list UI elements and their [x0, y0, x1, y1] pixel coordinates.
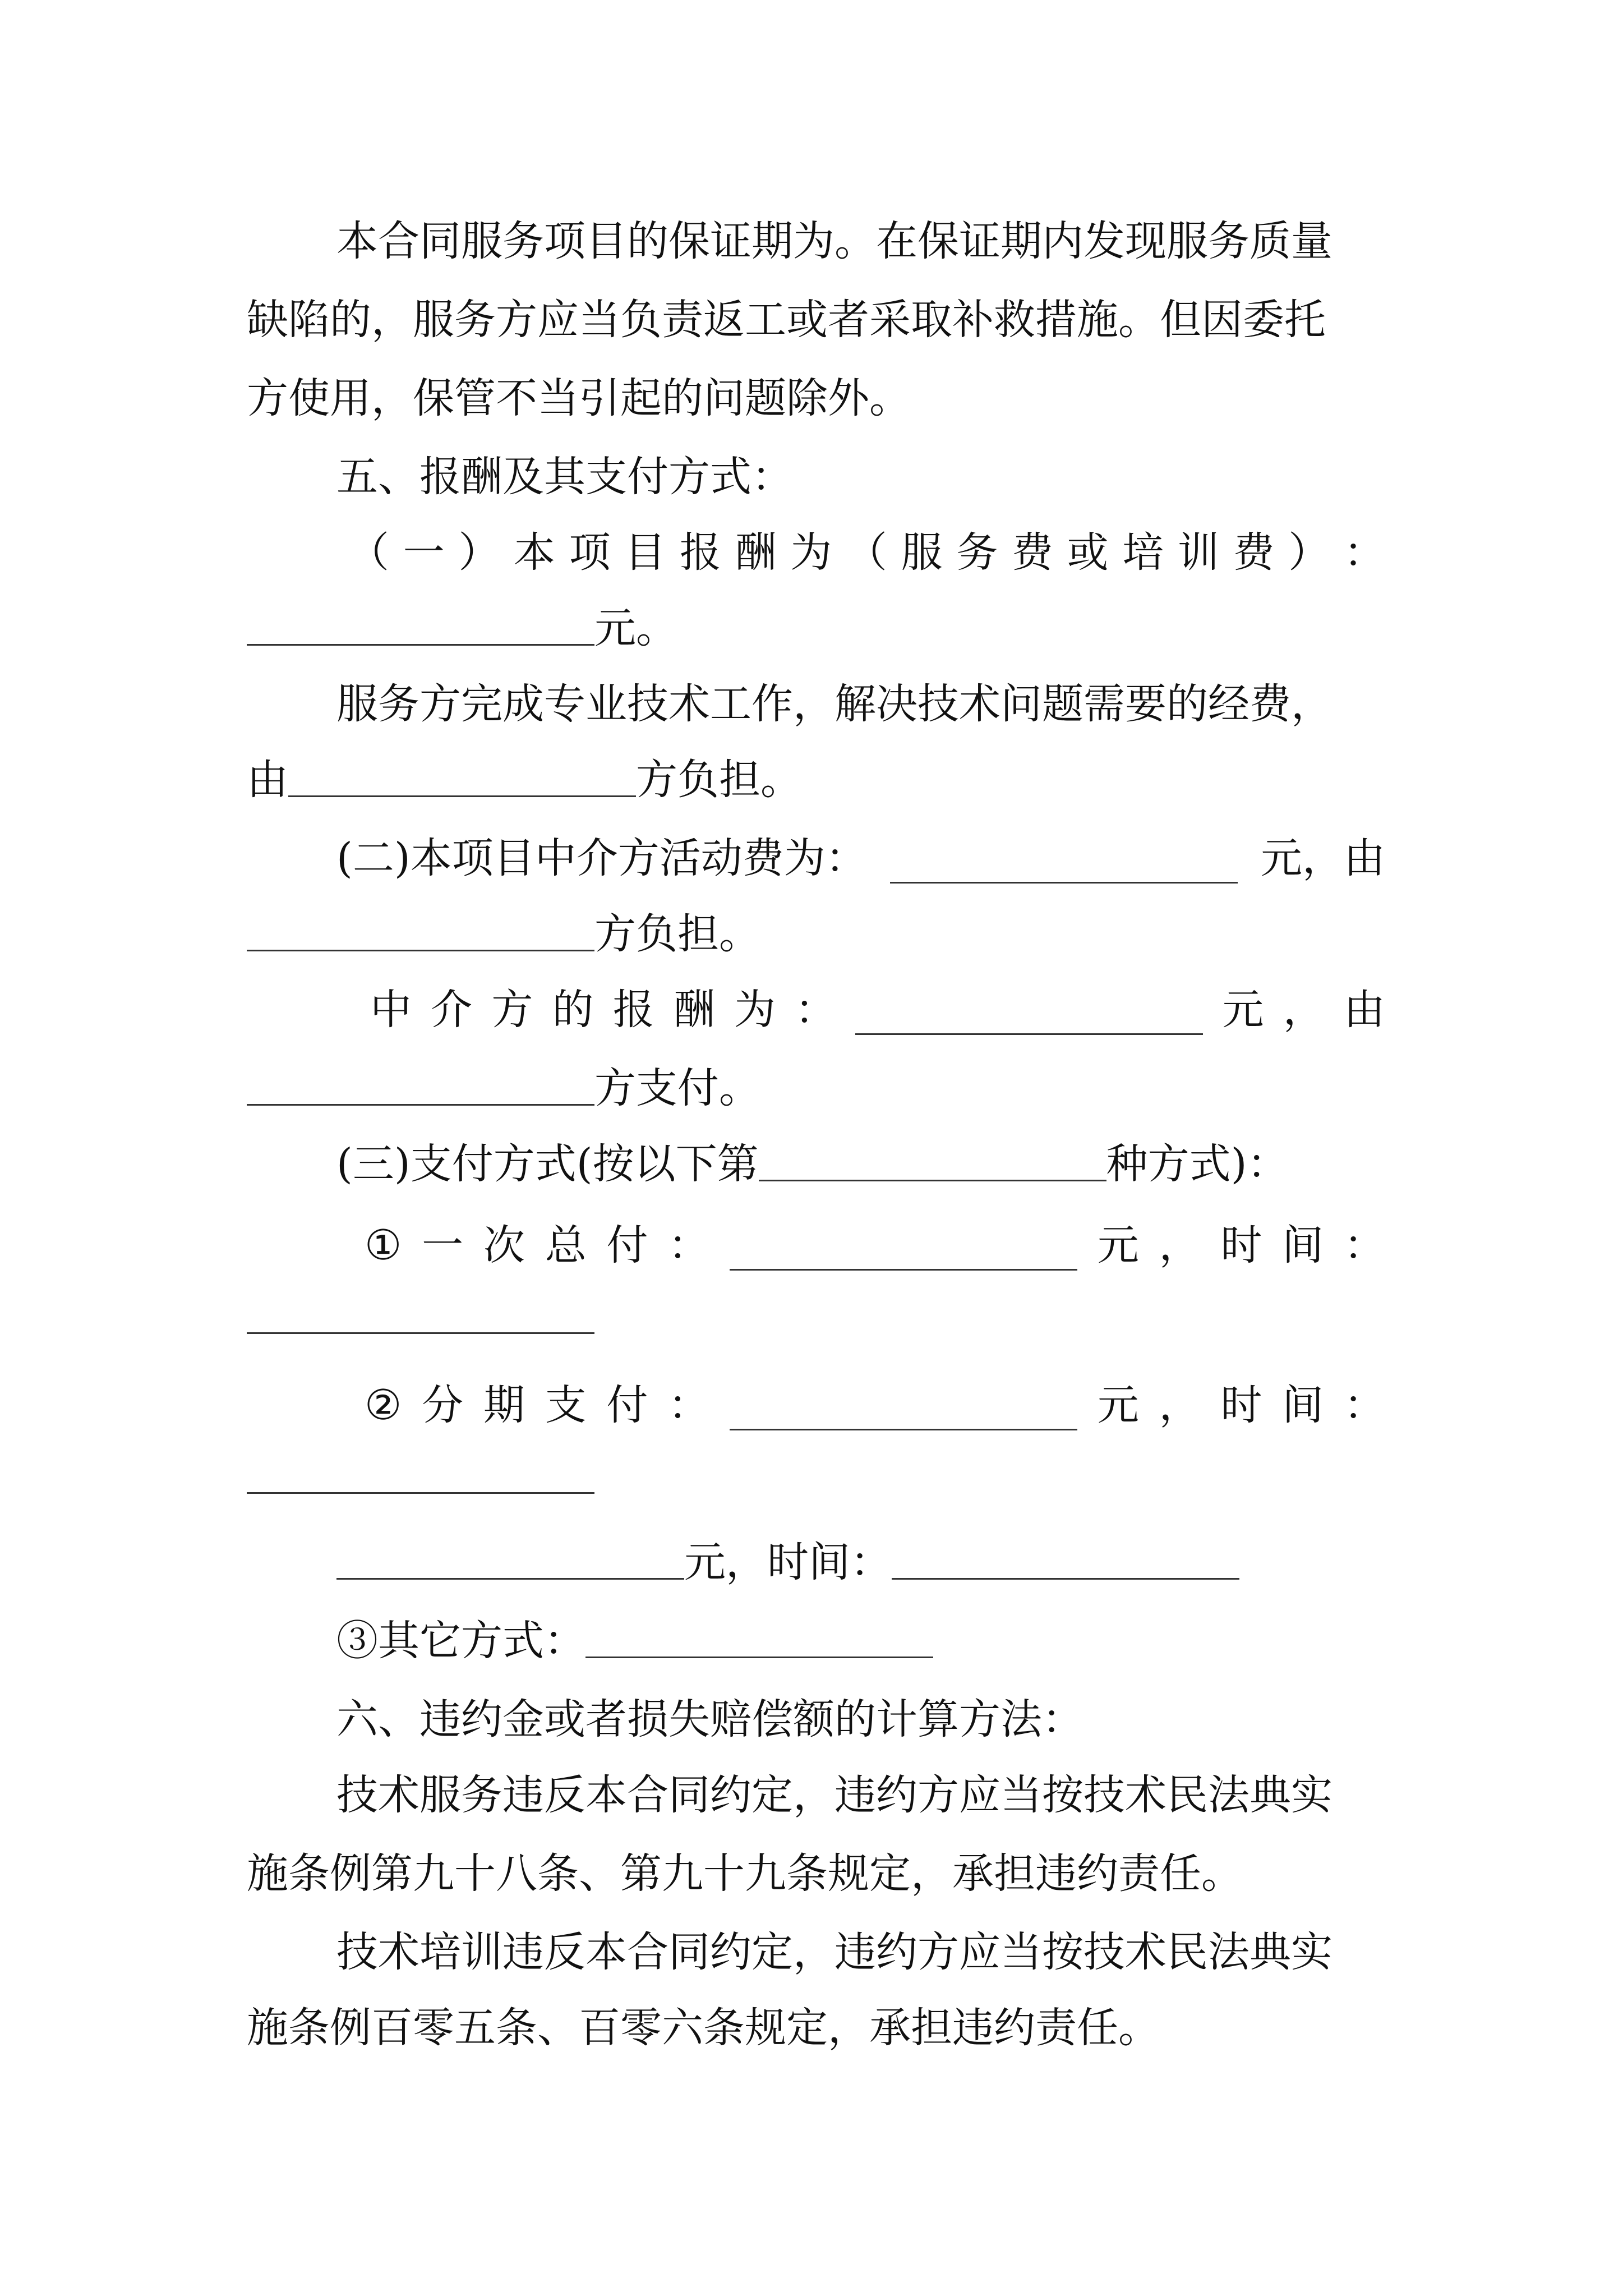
char: 间 [1282, 1221, 1324, 1269]
char: 时 [1220, 1221, 1262, 1269]
fill-in-blank[interactable] [890, 840, 1238, 884]
remuneration-item-1-line [348, 519, 1385, 586]
paragraph-warranty-line-2 [247, 286, 1385, 353]
agent-remuneration-payer-line [247, 1055, 1385, 1122]
fill-in-blank[interactable] [759, 1138, 1106, 1181]
char: 付 [606, 1381, 648, 1429]
text: 种方式)： [1106, 1140, 1289, 1188]
char: 元 [1097, 1221, 1139, 1269]
section-heading-remuneration [247, 443, 1385, 510]
char: ： [1343, 1221, 1385, 1269]
char: 元 [1097, 1381, 1139, 1429]
char: 报 [612, 986, 654, 1034]
text: 本合同服务项目的保证期为。在保证期内发现服务质量 [336, 217, 1332, 265]
char: ， [1159, 1221, 1201, 1269]
paragraph-warranty-line-1 [247, 208, 1385, 275]
agent-remuneration-line [370, 976, 1385, 1043]
char: 酬 [735, 528, 777, 577]
char: ： [1343, 528, 1385, 577]
remuneration-amount-line [247, 595, 1385, 662]
char: 费 [1233, 528, 1275, 577]
paragraph-warranty-line-3 [247, 365, 1385, 432]
fill-in-blank[interactable] [336, 1536, 684, 1580]
text: 元。 [594, 604, 677, 652]
char: 服 [901, 528, 943, 577]
char: 次 [483, 1221, 525, 1269]
char: 时 [1220, 1381, 1262, 1429]
payment-method-line [247, 1130, 1385, 1198]
paragraph-training-breach-line-2 [247, 1994, 1385, 2062]
text: 方使用，保管不当引起的问题除外。 [247, 374, 911, 422]
fill-in-blank[interactable] [247, 908, 594, 951]
char: 元 [1222, 986, 1264, 1034]
char: 一 [422, 1221, 464, 1269]
char: ： [668, 1381, 710, 1429]
char: 训 [1177, 528, 1219, 577]
payment-option-installments [365, 1372, 1385, 1439]
fill-in-blank[interactable] [892, 1536, 1239, 1580]
char: （ [348, 528, 389, 577]
text: 服务方完成专业技术工作，解决技术问题需要的经费， [336, 680, 1332, 728]
fill-in-blank[interactable] [855, 992, 1203, 1035]
char: 由 [1343, 986, 1385, 1034]
agent-fee-line [247, 825, 1385, 892]
text: 五、报酬及其支付方式： [336, 453, 793, 501]
char: 为 [790, 528, 832, 577]
char: 目 [624, 528, 666, 577]
char: 务 [956, 528, 998, 577]
text: 技术服务违反本合同约定，违约方应当按技术民法典实 [336, 1771, 1332, 1819]
char: 酬 [673, 986, 715, 1034]
text: 方支付。 [594, 1064, 760, 1112]
fill-in-blank[interactable] [247, 1492, 594, 1494]
char: 为 [734, 986, 776, 1034]
char: ， [1159, 1381, 1201, 1429]
text: 方负担。 [594, 910, 760, 958]
text: 由 [247, 756, 288, 804]
text: 缺陷的，服务方应当负责返工或者采取补救措施。但因委托 [247, 296, 1326, 344]
paragraph-expense-line-2 [247, 746, 1385, 813]
char: 一 [403, 528, 445, 577]
char: 中 [370, 986, 412, 1034]
text: (三)支付方式(按以下第 [336, 1140, 759, 1188]
fill-in-blank[interactable] [247, 1332, 594, 1334]
paragraph-service-breach-line-1 [247, 1761, 1385, 1829]
char: 期 [483, 1381, 525, 1429]
fill-in-blank[interactable] [288, 754, 636, 797]
char: ） [1288, 528, 1330, 577]
text: (二)本项目中介方活动费为： [336, 834, 867, 882]
text: 元，时间： [684, 1538, 892, 1586]
char: 培 [1122, 528, 1164, 577]
char: 支 [545, 1381, 587, 1429]
text: 技术培训违反本合同约定，违约方应当按技术民法典实 [336, 1928, 1332, 1976]
char: 方 [491, 986, 533, 1034]
fill-in-blank[interactable] [585, 1615, 933, 1658]
text: 方负担。 [636, 756, 802, 804]
agent-fee-bearer-line [247, 900, 1385, 968]
char: ： [668, 1221, 710, 1269]
fill-in-blank[interactable] [247, 1062, 594, 1106]
char: （ [845, 528, 887, 577]
char: 本 [513, 528, 555, 577]
char: 介 [431, 986, 473, 1034]
text: ③其它方式： [336, 1617, 585, 1665]
char: 或 [1067, 528, 1109, 577]
paragraph-training-breach-line-1 [247, 1918, 1385, 1986]
char: 的 [552, 986, 594, 1034]
char: ） [458, 528, 500, 577]
payment-option-lump-sum [365, 1212, 1385, 1279]
section-heading-penalty [247, 1686, 1385, 1753]
char: ： [795, 986, 837, 1034]
payment-option-other [247, 1607, 1385, 1674]
text: 施条例第九十八条、第九十九条规定，承担违约责任。 [247, 1849, 1243, 1898]
fill-in-blank[interactable] [730, 1227, 1077, 1271]
text: 元，由 [1261, 834, 1385, 882]
char: 费 [1011, 528, 1053, 577]
text: 六、违约金或者损失赔偿额的计算方法： [336, 1695, 1083, 1743]
char: 总 [545, 1221, 587, 1269]
char: ① [365, 1221, 402, 1269]
char: 分 [422, 1381, 464, 1429]
text: 施条例百零五条、百零六条规定，承担违约责任。 [247, 2004, 1160, 2052]
char: 项 [569, 528, 611, 577]
fill-in-blank[interactable] [247, 602, 594, 646]
char: ， [1283, 986, 1325, 1034]
paragraph-service-breach-line-2 [247, 1840, 1385, 1907]
char: ： [1343, 1381, 1385, 1429]
fill-in-blank[interactable] [730, 1387, 1077, 1430]
paragraph-expense-line-1 [247, 670, 1385, 738]
char: 报 [679, 528, 721, 577]
installment-extra-line [247, 1529, 1385, 1596]
char: ② [365, 1381, 402, 1429]
char: 间 [1282, 1381, 1324, 1429]
char: 付 [606, 1221, 648, 1269]
